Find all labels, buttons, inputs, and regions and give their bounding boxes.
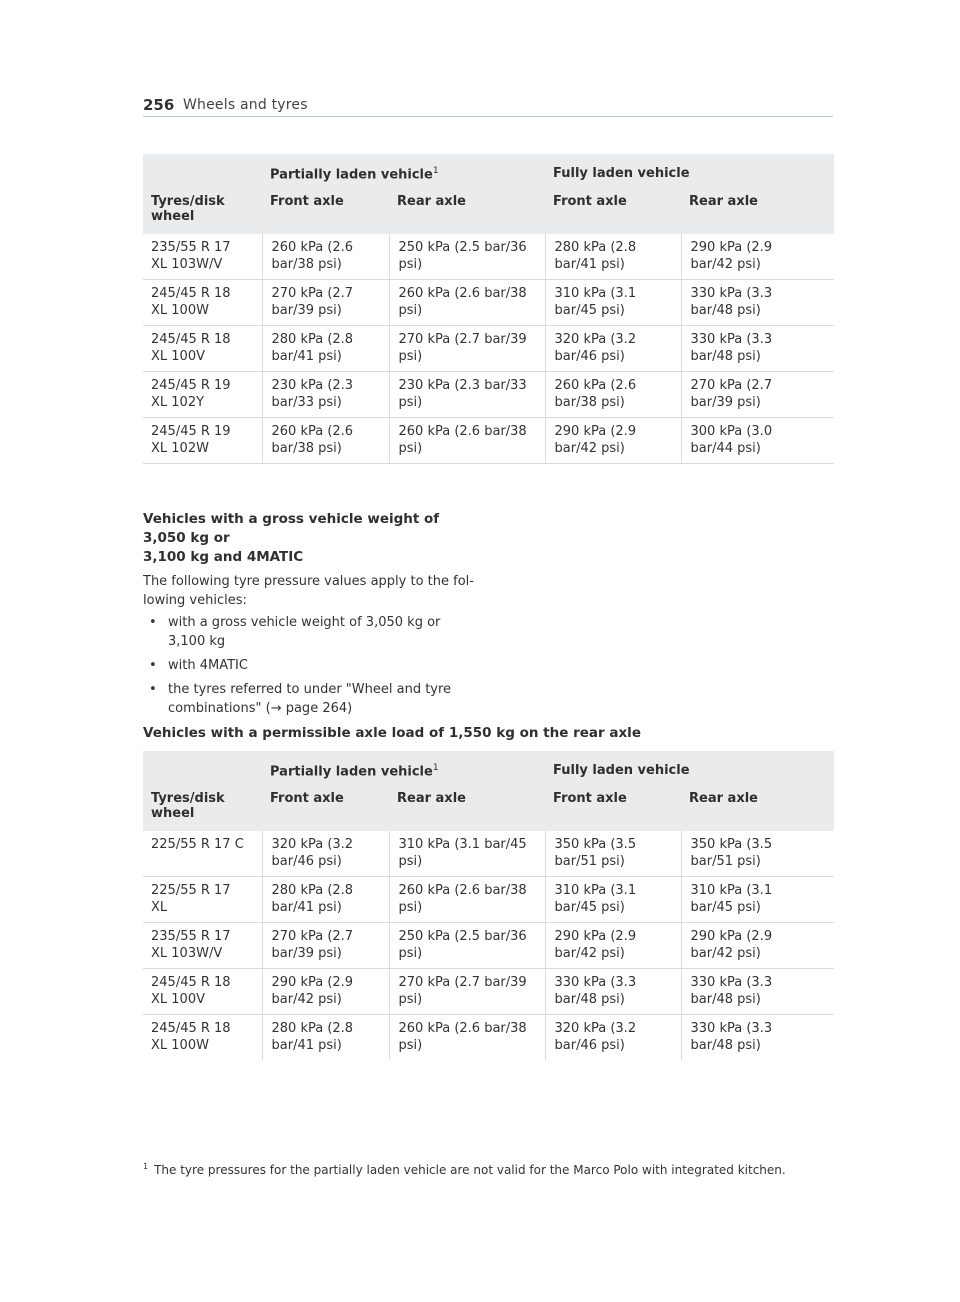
cell-partial-rear: 260 kPa (2.6 bar/38 psi) (389, 418, 545, 464)
cell-full-front: 310 kPa (3.1 bar/45 psi) (545, 280, 681, 326)
bullet-icon: • (149, 658, 157, 673)
cell-partial-front: 270 kPa (2.7 bar/39 psi) (262, 923, 389, 969)
section-intro: The following tyre pressure values apply to the fol- lowing vehicles: (143, 574, 474, 608)
cell-tyre-size: 225/55 R 17 XL (143, 877, 262, 923)
header-spacer (143, 751, 262, 785)
table-row (143, 969, 834, 1015)
page-section-title: Wheels and tyres (183, 97, 308, 113)
group-header-partially-laden: Partially laden vehicle$^1$ (262, 154, 545, 188)
cell-full-rear: 310 kPa (3.1 bar/45 psi) (681, 877, 834, 923)
cell-tyre-size: 225/55 R 17 C (143, 831, 262, 877)
table-row (143, 1015, 834, 1061)
cell-partial-front: 260 kPa (2.6 bar/38 psi) (262, 418, 389, 464)
cell-full-front: 260 kPa (2.6 bar/38 psi) (545, 372, 681, 418)
cell-full-rear: 330 kPa (3.3 bar/48 psi) (681, 326, 834, 372)
cell-full-front: 280 kPa (2.8 bar/41 psi) (545, 234, 681, 280)
footnote-mark: 1 (143, 1162, 149, 1171)
cell-partial-rear: 250 kPa (2.5 bar/36 psi) (389, 923, 545, 969)
cell-full-rear: 350 kPa (3.5 bar/51 psi) (681, 831, 834, 877)
column-header-partial-front-axle: Front axle (262, 785, 389, 831)
page-reference-link[interactable]: combinations" (→ page 264) (168, 701, 353, 716)
cell-full-front: 310 kPa (3.1 bar/45 psi) (545, 877, 681, 923)
section-heading-rear-axle-load: Vehicles with a permissible axle load of 1,550 kg on the rear axle (143, 725, 641, 741)
cell-tyre-size: 245/45 R 19 XL 102W (143, 418, 262, 464)
column-header-full-rear-axle: Rear axle (681, 785, 834, 831)
cell-full-front: 320 kPa (3.2 bar/46 psi) (545, 326, 681, 372)
cell-partial-rear: 260 kPa (2.6 bar/38 psi) (389, 280, 545, 326)
cell-partial-front: 320 kPa (3.2 bar/46 psi) (262, 831, 389, 877)
cell-full-front: 330 kPa (3.3 bar/48 psi) (545, 969, 681, 1015)
cell-partial-front: 280 kPa (2.8 bar/41 psi) (262, 326, 389, 372)
bullet-icon: • (149, 682, 157, 697)
cell-partial-front: 230 kPa (2.3 bar/33 psi) (262, 372, 389, 418)
column-header-tyres: Tyres/disk wheel (143, 785, 262, 831)
cell-partial-rear: 260 kPa (2.6 bar/38 psi) (389, 877, 545, 923)
list-item: • the tyres referred to under "Wheel and tyre combinations" (→ page 264) (143, 680, 483, 718)
cell-partial-front: 280 kPa (2.8 bar/41 psi) (262, 877, 389, 923)
cell-full-rear: 330 kPa (3.3 bar/48 psi) (681, 1015, 834, 1061)
table-row (143, 372, 834, 418)
cell-tyre-size: 245/45 R 18 XL 100V (143, 969, 262, 1015)
cell-partial-front: 260 kPa (2.6 bar/38 psi) (262, 234, 389, 280)
cell-full-front: 290 kPa (2.9 bar/42 psi) (545, 418, 681, 464)
cell-tyre-size: 235/55 R 17 XL 103W/V (143, 234, 262, 280)
footnote (143, 1158, 833, 1179)
tyre-pressure-table-2 (143, 751, 834, 1060)
cell-partial-rear: 260 kPa (2.6 bar/38 psi) (389, 1015, 545, 1061)
column-header-full-front-axle: Front axle (545, 188, 681, 234)
cell-tyre-size: 245/45 R 18 XL 100W (151, 1021, 231, 1053)
cell-full-rear: 330 kPa (3.3 bar/48 psi) (681, 969, 834, 1015)
group-header-partially-laden: Partially laden vehicle$^1$ (262, 751, 545, 785)
tyre-pressure-table-1 (143, 154, 834, 464)
cell-tyre-size: 245/45 R 19 XL 102Y (143, 372, 262, 418)
cell-full-front: 320 kPa (3.2 bar/46 psi) (545, 1015, 681, 1061)
footnote-ref: 1 (432, 763, 439, 773)
cell-tyre-size: 245/45 R 18 XL 100V (143, 326, 262, 372)
cell-full-rear: 300 kPa (3.0 bar/44 psi) (681, 418, 834, 464)
cell-full-rear: 330 kPa (3.3 bar/48 psi) (681, 280, 834, 326)
cell-partial-rear: 270 kPa (2.7 bar/39 psi) (389, 969, 545, 1015)
list-item: • with 4MATIC (149, 658, 248, 673)
condition-list (143, 613, 483, 718)
cell-full-front: 290 kPa (2.9 bar/42 psi) (545, 923, 681, 969)
table-row (143, 326, 834, 372)
cell-tyre-size: 235/55 R 17 XL 103W/V (143, 923, 262, 969)
page-header (143, 96, 833, 117)
table-row (143, 418, 834, 464)
column-header-partial-rear-axle: Rear axle (389, 188, 545, 234)
group-header-fully-laden: Fully laden vehicle (545, 154, 834, 188)
column-header-full-rear-axle: Rear axle (681, 188, 834, 234)
column-header-partial-front-axle: Front axle (262, 188, 389, 234)
cell-full-front: 350 kPa (3.5 bar/51 psi) (545, 831, 681, 877)
cell-full-rear: 290 kPa (2.9 bar/42 psi) (681, 234, 834, 280)
section-heading: Vehicles with a gross vehicle weight of 3,050 kg or 3,100 kg and 4MATIC (143, 511, 440, 565)
column-header-partial-rear-axle: Rear axle (389, 785, 545, 831)
list-item: • with a gross vehicle weight of 3,050 kg or 3,100 kg (149, 615, 441, 649)
footnote-text: The tyre pressures for the partially laden vehicle are not valid for the Marco Polo with integrated kitchen. (154, 1163, 786, 1177)
column-header-full-front-axle: Front axle (545, 785, 681, 831)
page-number: 256 (143, 96, 175, 114)
cell-partial-front: 270 kPa (2.7 bar/39 psi) (262, 280, 389, 326)
section-gross-weight (143, 510, 483, 723)
cell-partial-rear: 270 kPa (2.7 bar/39 psi) (389, 326, 545, 372)
header-spacer (143, 154, 262, 188)
table-1-body (143, 234, 834, 464)
cell-partial-rear: 230 kPa (2.3 bar/33 psi) (389, 372, 545, 418)
footnote-ref: 1 (432, 166, 439, 176)
cell-full-rear: 290 kPa (2.9 bar/42 psi) (681, 923, 834, 969)
cell-partial-front: 290 kPa (2.9 bar/42 psi) (262, 969, 389, 1015)
table-row (143, 877, 834, 923)
table-row (143, 234, 834, 280)
bullet-icon: • (149, 615, 157, 630)
cell-partial-rear: 310 kPa (3.1 bar/45 psi) (389, 831, 545, 877)
group-header-fully-laden: Fully laden vehicle (545, 751, 834, 785)
cell-partial-front: 280 kPa (2.8 bar/41 psi) (262, 1015, 389, 1061)
table-row (143, 831, 834, 877)
cell-tyre-size: 245/45 R 18 XL 100W (143, 280, 262, 326)
table-row (143, 923, 834, 969)
column-header-tyres: Tyres/disk wheel (143, 188, 262, 234)
table-row (143, 280, 834, 326)
cell-partial-rear: 250 kPa (2.5 bar/36 psi) (389, 234, 545, 280)
table-2-body (143, 831, 834, 1060)
cell-full-rear: 270 kPa (2.7 bar/39 psi) (681, 372, 834, 418)
